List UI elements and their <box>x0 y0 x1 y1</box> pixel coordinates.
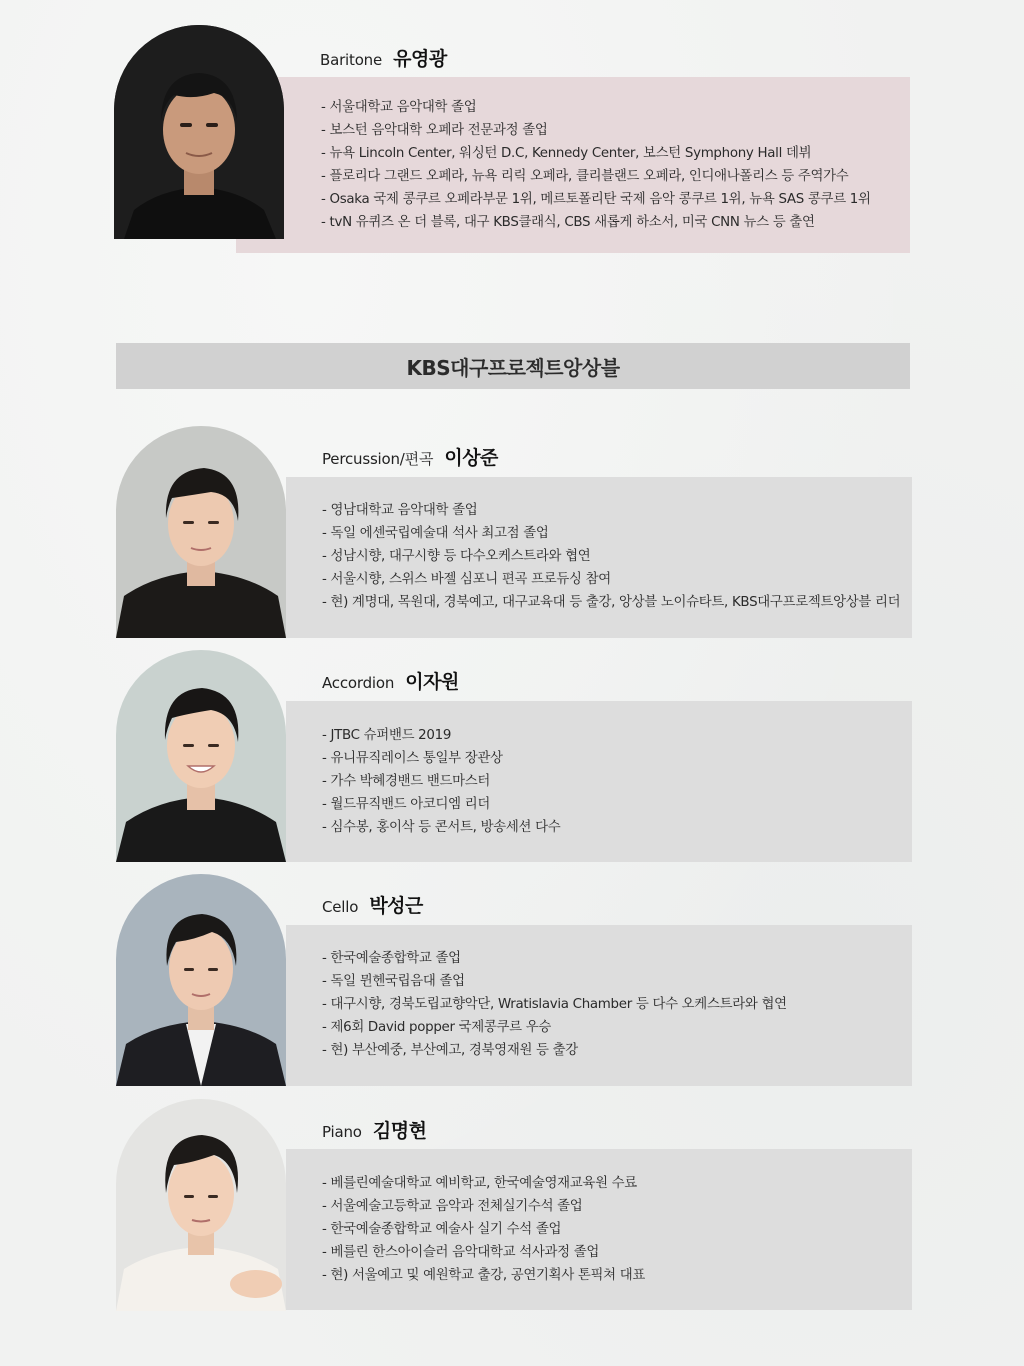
career-item: - 독일 뮌헨국립음대 졸업 <box>322 974 465 989</box>
career-item: - tvN 유퀴즈 온 더 블록, 대구 KBS클래식, CBS 새롭게 하소서, 미국 CNN 뉴스 등 출연 <box>321 215 815 230</box>
performer-name: 박성근 <box>369 895 423 917</box>
performer-role: Cello <box>322 898 359 916</box>
career-item: - 보스턴 음악대학 오페라 전문과정 졸업 <box>321 123 548 138</box>
career-item: - 베를린 한스아이슬러 음악대학교 석사과정 졸업 <box>322 1245 600 1260</box>
baritone-name-line <box>320 44 447 71</box>
career-item: - 베를린예술대학교 예비학교, 한국예술영재교육원 수료 <box>322 1176 637 1191</box>
career-item: - 심수봉, 홍이삭 등 콘서트, 방송세션 다수 <box>322 820 561 835</box>
career-item: - 유니뮤직레이스 통일부 장관상 <box>322 751 503 766</box>
member-name-line <box>322 891 423 918</box>
career-item: - 서울대학교 음악대학 졸업 <box>321 100 477 115</box>
performer-role: Percussion/편곡 <box>322 450 434 468</box>
career-item: - 서울시향, 스위스 바젤 심포니 편곡 프로듀싱 참여 <box>322 572 611 587</box>
performer-role: Accordion <box>322 674 395 692</box>
member-info-box <box>286 477 912 638</box>
performer-photo <box>114 25 284 239</box>
performer-photo <box>116 426 286 638</box>
baritone-profile <box>0 0 1024 260</box>
career-item: - Osaka 국제 콩쿠르 오페라부문 1위, 메르토폴리탄 국제 음악 콩쿠르 1위, 뉴욕 SAS 콩쿠르 1위 <box>321 192 871 207</box>
career-item: - 현) 계명대, 목원대, 경북예고, 대구교육대 등 출강, 앙상블 노이슈타트, KBS대구프로젝트앙상블 리더 <box>322 595 901 610</box>
baritone-career-list <box>321 96 910 234</box>
career-item: - 독일 에센국립예술대 석사 최고점 졸업 <box>322 526 549 541</box>
performer-photo <box>116 874 286 1086</box>
member-info-box <box>286 1149 912 1310</box>
member-career-list <box>322 947 912 1062</box>
member-info-box <box>286 701 912 862</box>
performer-role: Baritone <box>320 51 383 69</box>
career-item: - 제6회 David popper 국제콩쿠르 우승 <box>322 1020 552 1035</box>
performer-name: 이자원 <box>405 671 459 693</box>
performer-name: 김명현 <box>372 1120 427 1142</box>
member-career-list <box>322 724 912 839</box>
baritone-info-box <box>236 77 910 253</box>
performer-photo <box>116 650 286 862</box>
career-item: - 영남대학교 음악대학 졸업 <box>322 503 478 518</box>
career-item: - 현) 서울예고 및 예원학교 출강, 공연기획사 톤픽쳐 대표 <box>322 1268 646 1283</box>
member-name-line <box>322 667 459 694</box>
career-item: - 플로리다 그랜드 오페라, 뉴욕 리릭 오페라, 클리블랜드 오페라, 인디애나폴리스 등 주역가수 <box>321 169 849 184</box>
performer-role: Piano <box>322 1123 362 1141</box>
career-item: - 월드뮤직밴드 아코디엠 리더 <box>322 797 491 812</box>
career-item: - 한국예술종합학교 졸업 <box>322 951 461 966</box>
performer-photo <box>116 1099 286 1311</box>
career-item: - 서울예술고등학교 음악과 전체실기수석 졸업 <box>322 1199 583 1214</box>
career-item: - 성남시향, 대구시향 등 다수오케스트라와 협연 <box>322 549 591 564</box>
career-item: - JTBC 슈퍼밴드 2019 <box>322 728 452 743</box>
performer-name: 이상준 <box>444 447 498 469</box>
performer-name: 유영광 <box>393 48 447 70</box>
member-name-line <box>322 1116 426 1143</box>
career-item: - 대구시향, 경북도립교향악단, Wratislavia Chamber 등 다수 오케스트라와 협연 <box>322 997 787 1012</box>
ensemble-section-header: KBS대구프로젝트앙상블 <box>116 343 910 389</box>
career-item: - 현) 부산예중, 부산예고, 경북영재원 등 출강 <box>322 1043 578 1058</box>
member-career-list <box>322 1172 912 1287</box>
member-name-line <box>322 443 498 470</box>
career-item: - 한국예술종합학교 예술사 실기 수석 졸업 <box>322 1222 562 1237</box>
member-career-list <box>322 499 912 614</box>
member-info-box <box>286 925 912 1086</box>
career-item: - 뉴욕 Lincoln Center, 워싱턴 D.C, Kennedy Center, 보스턴 Symphony Hall 데뷔 <box>321 146 812 161</box>
career-item: - 가수 박혜경밴드 밴드마스터 <box>322 774 491 789</box>
